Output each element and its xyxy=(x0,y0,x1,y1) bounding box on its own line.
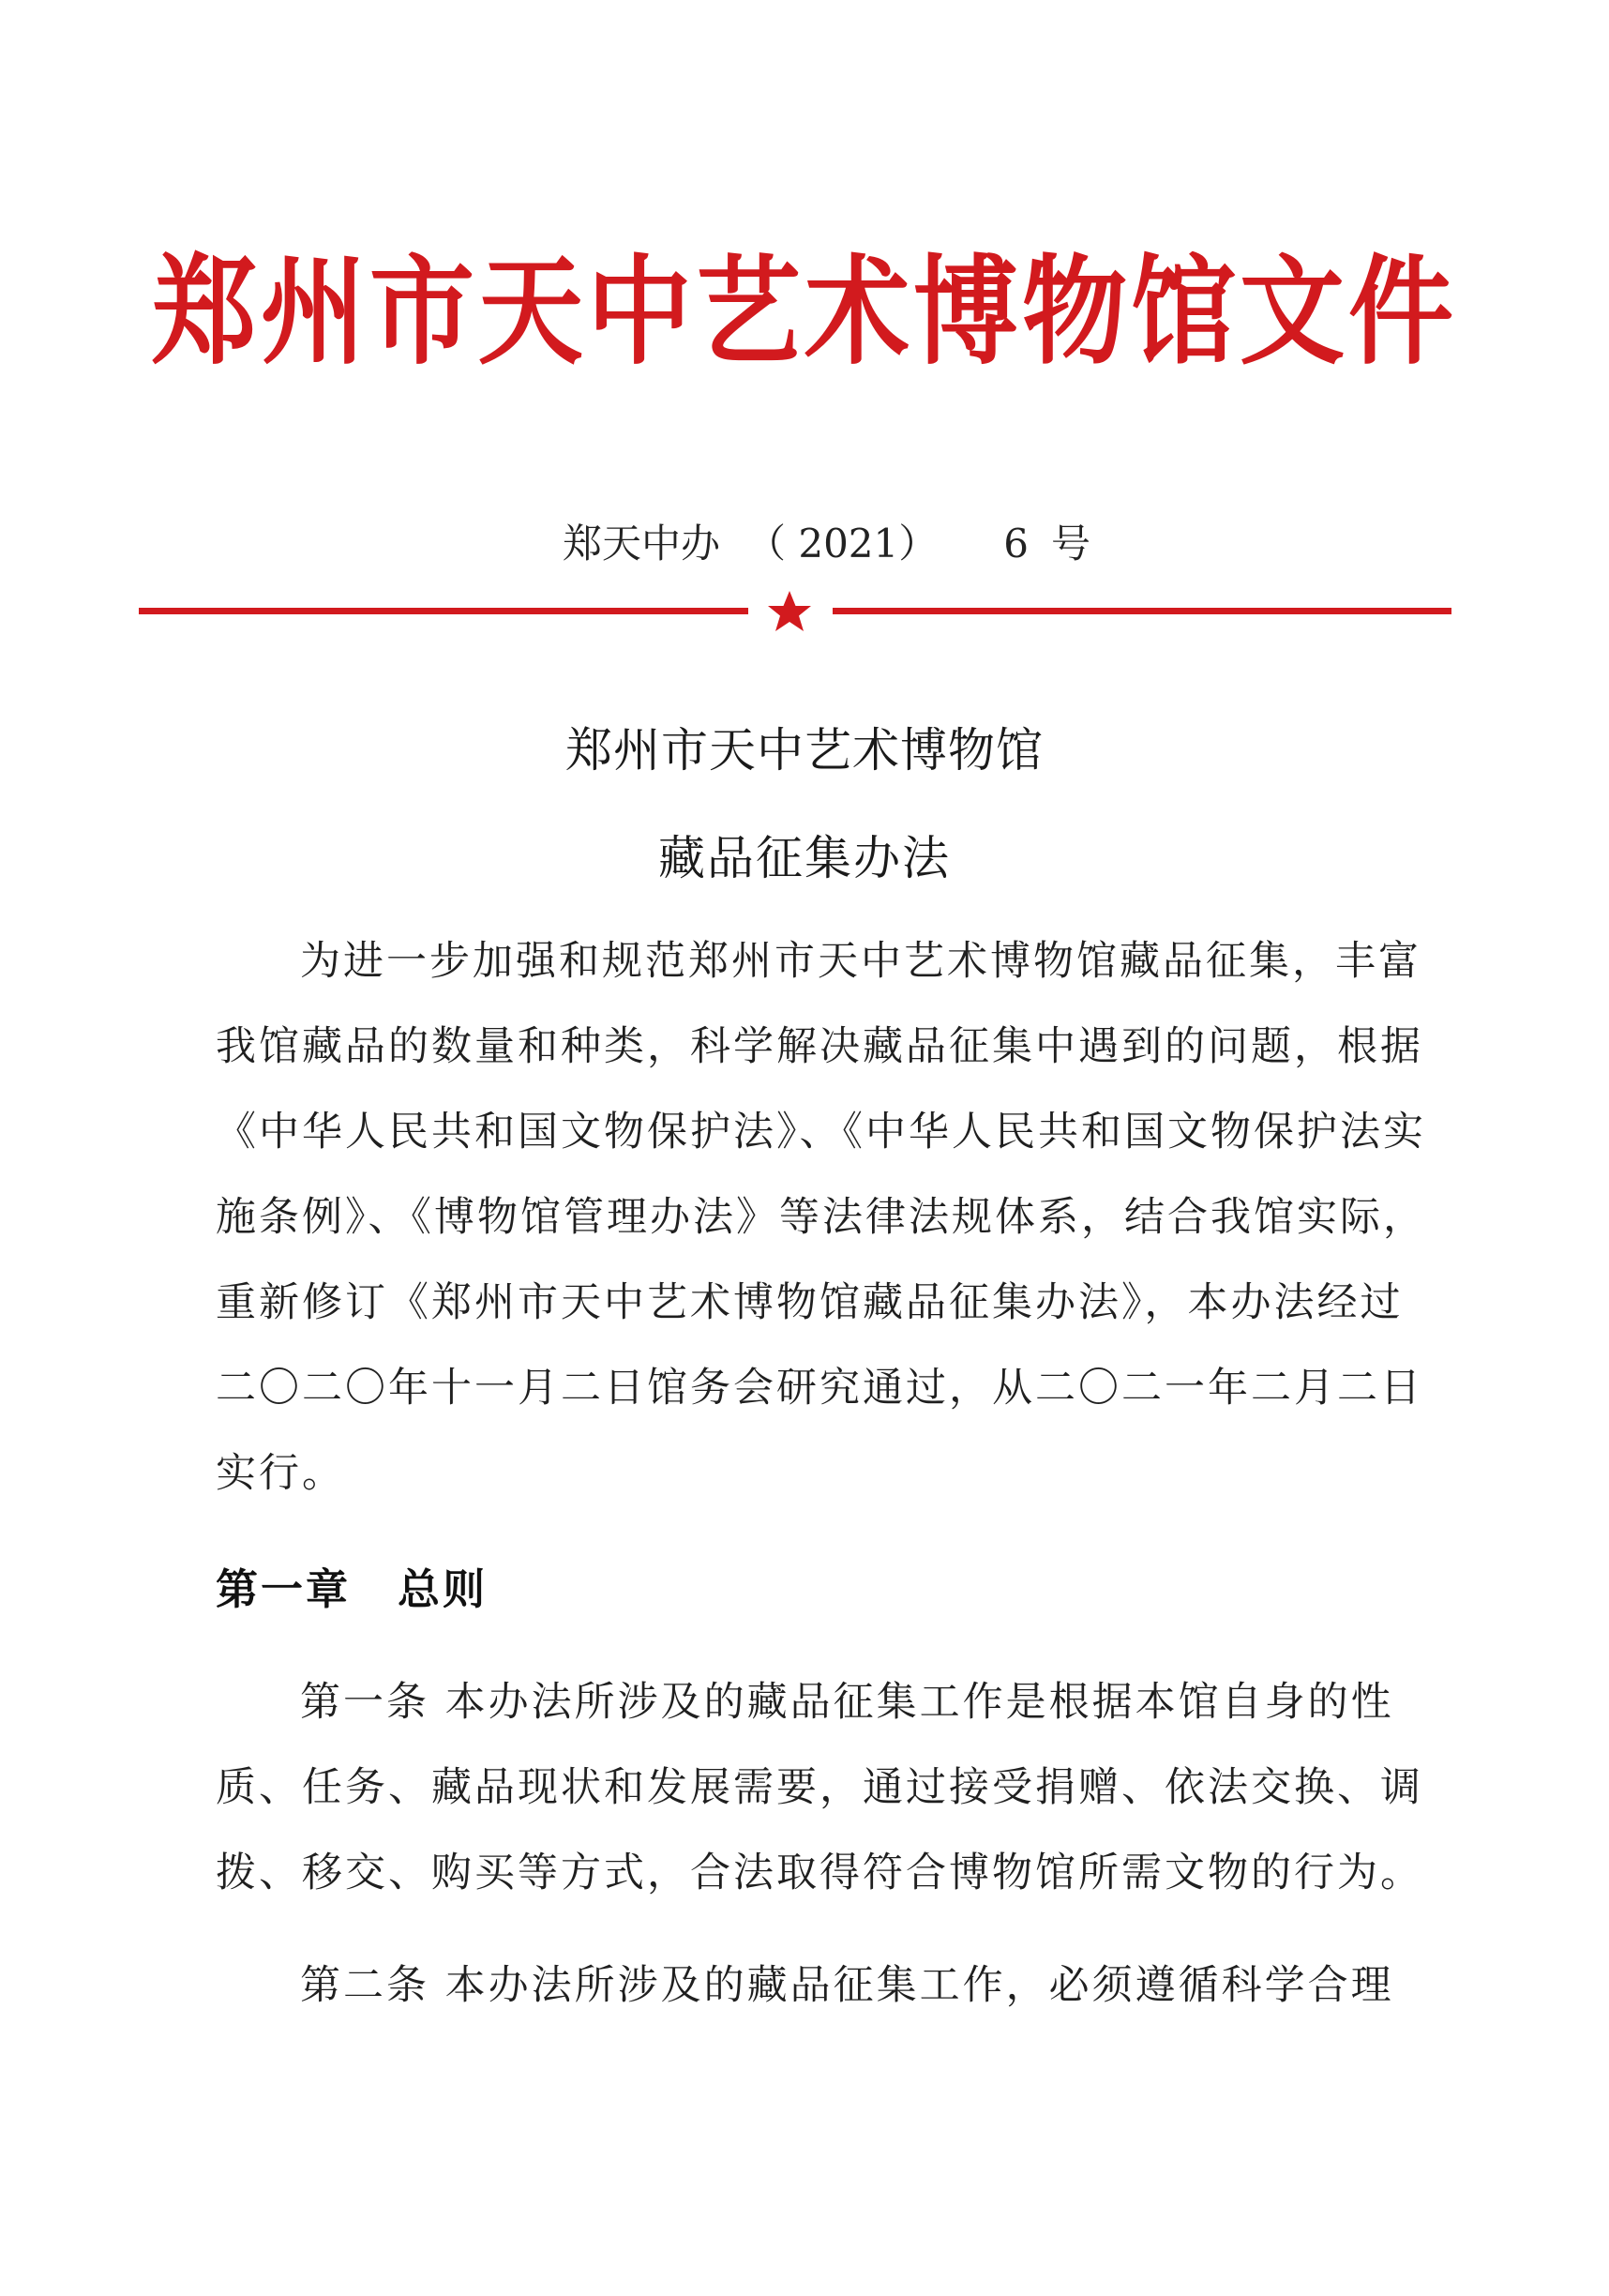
document-title-line-1: 郑州市天中艺术博物馆 xyxy=(565,723,1044,778)
intro-line: 为进一步加强和规范郑州市天中艺术博物馆藏品征集，丰富 xyxy=(300,938,1421,985)
article-one-line: 质、任务、藏品现状和发展需要，通过接受捐赠、依法交换、调 xyxy=(216,1764,1423,1811)
article-one-paragraph xyxy=(216,1660,1425,1916)
red-star-icon xyxy=(761,587,818,636)
intro-line: 二〇二〇年十一月二日馆务会研究通过，从二〇二一年二月二日 xyxy=(216,1365,1423,1412)
article-one-line: 第一条 本办法所涉及的藏品征集工作是根据本馆自身的性 xyxy=(300,1679,1394,1726)
doc-number-value: 6 xyxy=(1003,521,1029,566)
chapter-title: 总则 xyxy=(398,1564,489,1614)
red-divider-right xyxy=(833,608,1451,614)
chapter-number: 第一章 xyxy=(216,1564,352,1614)
doc-number-prefix: 郑天中办 xyxy=(563,521,721,566)
doc-number-suffix: 号 xyxy=(1051,521,1091,566)
intro-line: 施条例》、《博物馆管理办法》等法律法规体系，结合我馆实际， xyxy=(216,1194,1426,1241)
document-title-line-2: 藏品征集办法 xyxy=(658,831,951,885)
red-divider-left xyxy=(139,608,748,614)
chapter-heading xyxy=(216,1552,488,1627)
doc-number-year: （ 2021） xyxy=(746,521,939,566)
article-two-paragraph xyxy=(216,1943,1425,2029)
document-masthead: 郑州市天中艺术博物馆文件 xyxy=(152,244,1457,382)
article-one-line: 拨、移交、购买等方式，合法取得符合博物馆所需文物的行为。 xyxy=(216,1850,1423,1896)
intro-line: 实行。 xyxy=(216,1450,345,1497)
document-number xyxy=(563,516,1090,572)
intro-line: 重新修订《郑州市天中艺术博物馆藏品征集办法》，本办法经过 xyxy=(216,1279,1404,1326)
intro-line: 《中华人民共和国文物保护法》、《中华人民共和国文物保护法实 xyxy=(216,1109,1426,1156)
intro-paragraph xyxy=(216,919,1425,1517)
intro-line: 我馆藏品的数量和种类，科学解决藏品征集中遇到的问题，根据 xyxy=(216,1023,1423,1070)
article-two-line: 第二条 本办法所涉及的藏品征集工作，必须遵循科学合理 xyxy=(300,1962,1394,2009)
